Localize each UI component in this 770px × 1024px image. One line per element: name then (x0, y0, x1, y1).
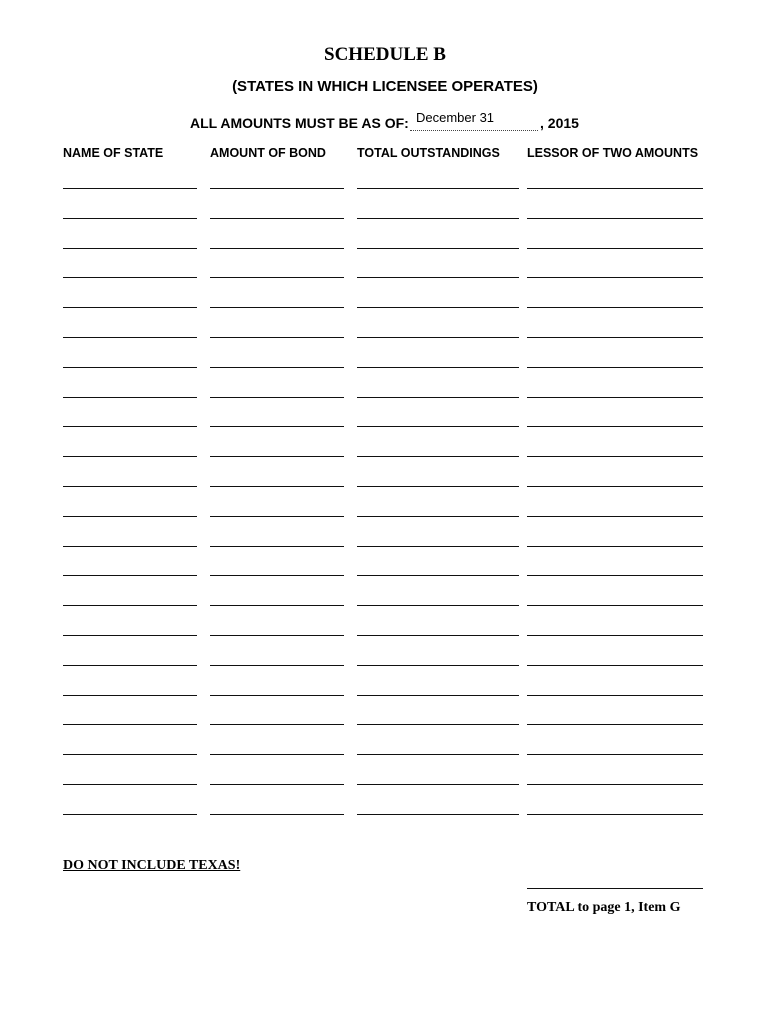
total-outstandings-field[interactable] (357, 605, 519, 606)
lessor-amount-field[interactable] (527, 426, 703, 427)
state-field[interactable] (63, 218, 197, 219)
total-outstandings-field[interactable] (357, 814, 519, 815)
lessor-amount-field[interactable] (527, 218, 703, 219)
total-outstandings-field[interactable] (357, 456, 519, 457)
state-field[interactable] (63, 277, 197, 278)
state-field[interactable] (63, 546, 197, 547)
bond-amount-field[interactable] (210, 426, 344, 427)
lessor-amount-field[interactable] (527, 575, 703, 576)
state-field[interactable] (63, 814, 197, 815)
total-outstandings-field[interactable] (357, 337, 519, 338)
lessor-amount-field[interactable] (527, 367, 703, 368)
total-outstandings-field[interactable] (357, 665, 519, 666)
state-field[interactable] (63, 724, 197, 725)
lessor-amount-field[interactable] (527, 724, 703, 725)
total-outstandings-field[interactable] (357, 248, 519, 249)
state-field[interactable] (63, 695, 197, 696)
bond-amount-field[interactable] (210, 784, 344, 785)
bond-amount-field[interactable] (210, 188, 344, 189)
state-field[interactable] (63, 575, 197, 576)
total-outstandings-field[interactable] (357, 784, 519, 785)
total-outstandings-field[interactable] (357, 575, 519, 576)
bond-amount-field[interactable] (210, 277, 344, 278)
column-header-bond: AMOUNT OF BOND (210, 146, 326, 160)
lessor-amount-field[interactable] (527, 397, 703, 398)
lessor-amount-field[interactable] (527, 546, 703, 547)
lessor-amount-field[interactable] (527, 277, 703, 278)
lessor-amount-field[interactable] (527, 814, 703, 815)
as-of-date-value: December 31 (416, 110, 495, 125)
state-field[interactable] (63, 605, 197, 606)
bond-amount-field[interactable] (210, 218, 344, 219)
bond-amount-field[interactable] (210, 814, 344, 815)
state-field[interactable] (63, 426, 197, 427)
bond-amount-field[interactable] (210, 575, 344, 576)
bond-amount-field[interactable] (210, 516, 344, 517)
column-header-lessor: LESSOR OF TWO AMOUNTS (527, 146, 699, 160)
total-outstandings-field[interactable] (357, 218, 519, 219)
total-outstandings-field[interactable] (357, 277, 519, 278)
state-field[interactable] (63, 784, 197, 785)
lessor-amount-field[interactable] (527, 516, 703, 517)
total-outstandings-field[interactable] (357, 397, 519, 398)
bond-amount-field[interactable] (210, 665, 344, 666)
page-subtitle: (STATES IN WHICH LICENSEE OPERATES) (232, 78, 538, 95)
total-outstandings-field[interactable] (357, 188, 519, 189)
bond-amount-field[interactable] (210, 695, 344, 696)
lessor-amount-field[interactable] (527, 784, 703, 785)
total-label: TOTAL to page 1, Item G (527, 900, 681, 915)
state-field[interactable] (63, 486, 197, 487)
total-outstandings-field[interactable] (357, 486, 519, 487)
state-field[interactable] (63, 516, 197, 517)
state-field[interactable] (63, 248, 197, 249)
bond-amount-field[interactable] (210, 635, 344, 636)
total-outstandings-field[interactable] (357, 695, 519, 696)
lessor-amount-field[interactable] (527, 248, 703, 249)
lessor-amount-field[interactable] (527, 605, 703, 606)
bond-amount-field[interactable] (210, 754, 344, 755)
total-field[interactable] (527, 888, 703, 889)
warning-note: DO NOT INCLUDE TEXAS! (63, 858, 241, 873)
as-of-year: , 2015 (540, 115, 579, 131)
bond-amount-field[interactable] (210, 456, 344, 457)
lessor-amount-field[interactable] (527, 665, 703, 666)
total-outstandings-field[interactable] (357, 754, 519, 755)
total-outstandings-field[interactable] (357, 724, 519, 725)
state-field[interactable] (63, 307, 197, 308)
total-outstandings-field[interactable] (357, 516, 519, 517)
lessor-amount-field[interactable] (527, 337, 703, 338)
bond-amount-field[interactable] (210, 605, 344, 606)
lessor-amount-field[interactable] (527, 754, 703, 755)
state-field[interactable] (63, 754, 197, 755)
bond-amount-field[interactable] (210, 724, 344, 725)
lessor-amount-field[interactable] (527, 307, 703, 308)
state-field[interactable] (63, 397, 197, 398)
state-field[interactable] (63, 188, 197, 189)
bond-amount-field[interactable] (210, 337, 344, 338)
state-field[interactable] (63, 456, 197, 457)
total-outstandings-field[interactable] (357, 426, 519, 427)
state-field[interactable] (63, 665, 197, 666)
bond-amount-field[interactable] (210, 486, 344, 487)
total-outstandings-field[interactable] (357, 546, 519, 547)
bond-amount-field[interactable] (210, 397, 344, 398)
column-header-state: NAME OF STATE (63, 146, 164, 160)
state-field[interactable] (63, 337, 197, 338)
column-header-outstandings: TOTAL OUTSTANDINGS (357, 146, 500, 160)
bond-amount-field[interactable] (210, 307, 344, 308)
lessor-amount-field[interactable] (527, 695, 703, 696)
bond-amount-field[interactable] (210, 546, 344, 547)
total-outstandings-field[interactable] (357, 367, 519, 368)
total-outstandings-field[interactable] (357, 307, 519, 308)
lessor-amount-field[interactable] (527, 486, 703, 487)
lessor-amount-field[interactable] (527, 456, 703, 457)
lessor-amount-field[interactable] (527, 635, 703, 636)
state-field[interactable] (63, 367, 197, 368)
state-field[interactable] (63, 635, 197, 636)
bond-amount-field[interactable] (210, 248, 344, 249)
bond-amount-field[interactable] (210, 367, 344, 368)
total-outstandings-field[interactable] (357, 635, 519, 636)
lessor-amount-field[interactable] (527, 188, 703, 189)
page-title: SCHEDULE B (324, 44, 446, 65)
as-of-label: ALL AMOUNTS MUST BE AS OF: (190, 115, 409, 131)
